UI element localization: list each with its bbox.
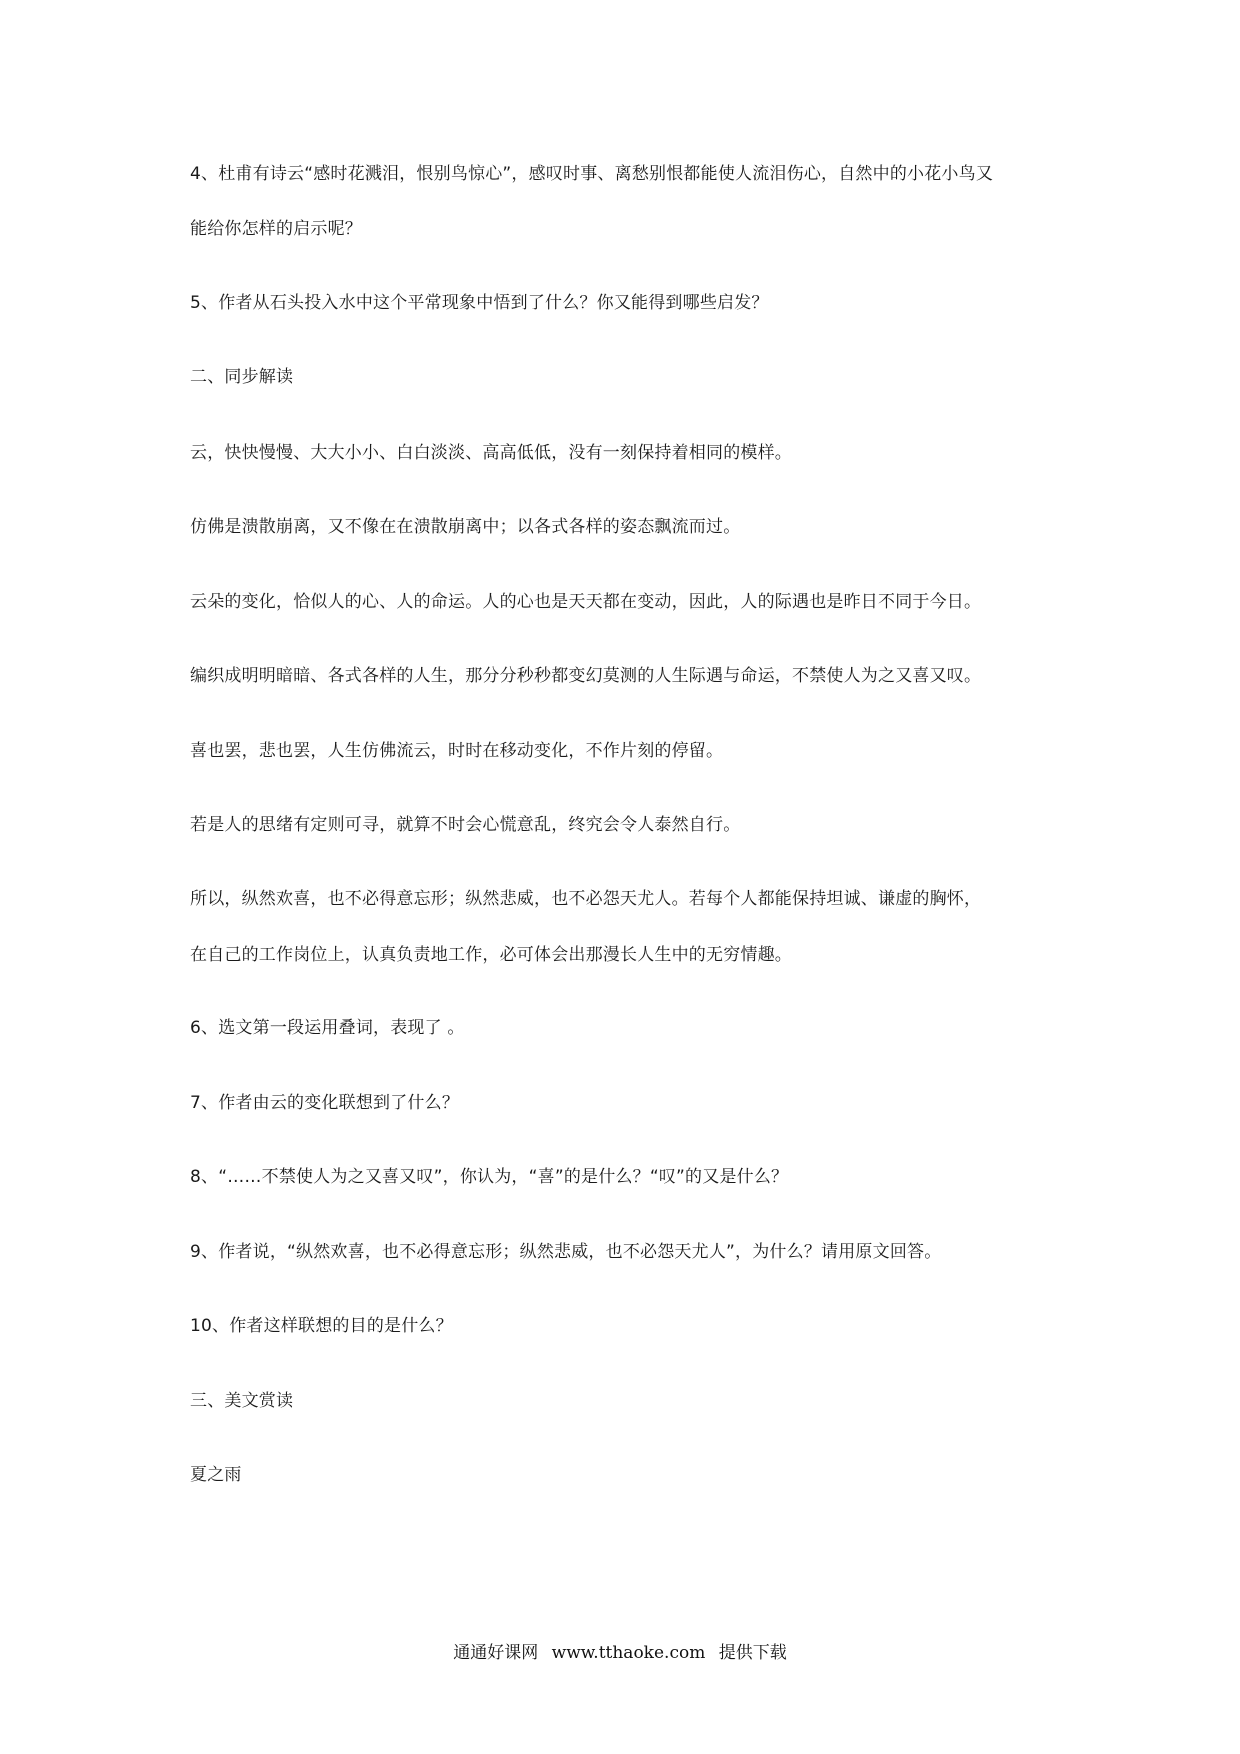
footer-url: www.tthaoke.com bbox=[551, 1643, 706, 1663]
footer-site-name: 通通好课网 bbox=[453, 1643, 539, 1663]
question-8: 8、“……不禁使人为之又喜又叹”，你认为，“喜”的是什么？“叹”的又是什么？ bbox=[190, 1167, 789, 1187]
passage-paragraph-3: 云朵的变化，恰似人的心、人的命运。人的心也是天天都在变动，因此，人的际遇也是昨日不同于今日。 bbox=[190, 592, 982, 612]
question-4-line-1: 4、杜甫有诗云“感时花溅泪，恨别鸟惊心”，感叹时事、离愁别恨都能使人流泪伤心，自然中的小花小鸟又 bbox=[190, 164, 994, 184]
passage-paragraph-5: 喜也罢，悲也罢，人生仿佛流云，时时在移动变化，不作片刻的停留。 bbox=[190, 741, 724, 761]
question-7: 7、作者由云的变化联想到了什么？ bbox=[190, 1093, 460, 1113]
passage-paragraph-1: 云，快快慢慢、大大小小、白白淡淡、高高低低，没有一刻保持着相同的模样。 bbox=[190, 443, 792, 463]
article-title: 夏之雨 bbox=[190, 1465, 242, 1485]
question-10: 10、作者这样联想的目的是什么？ bbox=[190, 1316, 453, 1336]
section-heading-3: 三、美文赏读 bbox=[190, 1391, 294, 1411]
passage-paragraph-7-line-2: 在自己的工作岗位上，认真负责地工作，必可体会出那漫长人生中的无穷情趣。 bbox=[190, 945, 792, 965]
passage-paragraph-7-line-1: 所以，纵然欢喜，也不必得意忘形；纵然悲威，也不必怨天尤人。若每个人都能保持坦诚、谦虚的胸怀， bbox=[190, 889, 982, 909]
question-9: 9、作者说，“纵然欢喜，也不必得意忘形；纵然悲威，也不必怨天尤人”，为什么？请用原文回答。 bbox=[190, 1242, 942, 1262]
section-heading-2: 二、同步解读 bbox=[190, 367, 294, 387]
question-6: 6、选文第一段运用叠词，表现了 。 bbox=[190, 1018, 465, 1038]
footer-action: 提供下载 bbox=[718, 1643, 787, 1663]
page-footer bbox=[0, 1641, 1240, 1665]
question-5: 5、作者从石头投入水中这个平常现象中悟到了什么？你又能得到哪些启发？ bbox=[190, 293, 769, 313]
passage-paragraph-4: 编织成明明暗暗、各式各样的人生，那分分秒秒都变幻莫测的人生际遇与命运，不禁使人为之又喜又叹。 bbox=[190, 666, 982, 686]
question-4-line-2: 能给你怎样的启示呢？ bbox=[190, 219, 362, 239]
passage-paragraph-2: 仿佛是溃散崩离，又不像在在溃散崩离中；以各式各样的姿态飘流而过。 bbox=[190, 517, 741, 537]
passage-paragraph-6: 若是人的思绪有定则可寻，就算不时会心慌意乱，终究会令人泰然自行。 bbox=[190, 815, 741, 835]
